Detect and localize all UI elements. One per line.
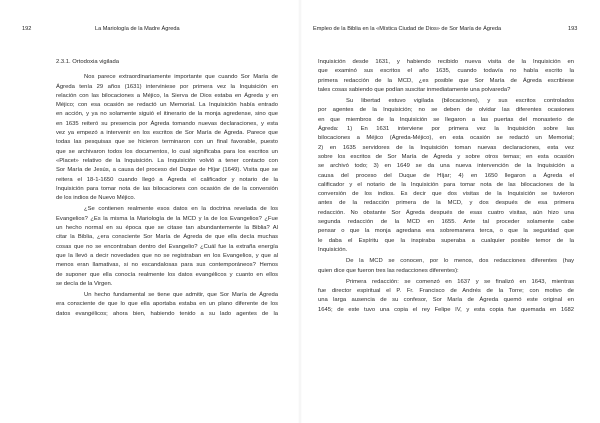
right-page bbox=[300, 0, 600, 423]
paragraph bbox=[56, 291, 278, 319]
text-line: Sor María de Jesús, a causa del proceso del Duque de Híjar (1649). Visita que se bbox=[56, 167, 278, 174]
text-line: Su libertad estuvo vigilada (bilocaciones), y sus escritos controlados bbox=[346, 98, 574, 105]
paragraph bbox=[318, 97, 574, 255]
right-page-number: 193 bbox=[568, 26, 578, 32]
text-line: que se archivaron todos los documentos, lo cual significaba para los escritos un bbox=[56, 148, 278, 155]
text-line: le daba el Espíritu que la inspiraba superaba a cualquier posible temor de la bbox=[318, 237, 574, 244]
text-line: menos eran llamativas, si no escandalosas para sus contemporáneos? Hemos bbox=[56, 262, 278, 269]
text-line: 1645; de este tuvo una copia el rey Felipe IV, y esta copia fue quemada en 1682 bbox=[318, 306, 574, 313]
paragraph bbox=[56, 73, 278, 203]
text-line: Inquisición para tomar nota de las bilocaciones con ocasión de de la conversión bbox=[56, 185, 278, 192]
text-line: en que miembros de la Inquisición se llegaron a las puertas del monasterio de bbox=[318, 116, 574, 123]
text-line: Un hecho fundamental se tiene que admitir, que Sor María de Ágreda bbox=[84, 292, 278, 299]
text-line: antes de la redacción primera de la MCD, y dos después de esa primera bbox=[318, 200, 574, 207]
text-line: reitera el 18-1-1650 cuando llegó a Ágreda el calificador y notario de la bbox=[56, 176, 278, 183]
text-line: de suponer que ella conocía realmente los datos evangélicos y cuanto en ellos bbox=[56, 271, 278, 278]
left-page-number: 192 bbox=[22, 26, 32, 32]
section-heading: 2.3.1. Ortodoxia vigilada bbox=[56, 59, 120, 65]
text-line: se decía de la Virgen. bbox=[56, 280, 113, 287]
left-page-body bbox=[56, 58, 278, 319]
text-line: una larga ausencia de su confesor, Sor María de Ágreda quemó este original en bbox=[318, 297, 574, 304]
text-line: quien dice que fueron tres las redacciones diferentes): bbox=[318, 267, 459, 274]
text-line: Evangelios? ¿Es la misma la Mariología de la MCD y la de los Evangelios? ¿Fue bbox=[56, 215, 278, 222]
text-line: Ágreda tenía 29 años (1631) interviniese por primera vez la Inquisición en bbox=[56, 83, 278, 90]
text-line: pensar o que la monja agredana era sobremanera terca, o que la seguridad que bbox=[318, 228, 574, 235]
text-line: calificador y el notario de la Inquisición para tomar nota de las bilocaciones de la bbox=[318, 181, 574, 188]
text-line: Inquisición. bbox=[318, 246, 348, 253]
text-line: tales cosas sabiendo que podían suscitar inmediatamente una polvareda? bbox=[318, 86, 511, 93]
text-line: sobre los escritos de Sor María de Ágreda y sobre otros temas; en esta ocasión bbox=[318, 153, 574, 160]
text-line: cosas que no se encontraban dentro del Evangelio? ¿Cuál fue la extraña energía bbox=[56, 243, 278, 250]
text-line: Nos parece extraordinariamente importante que cuando Sor María de bbox=[84, 74, 278, 81]
text-line: Inquisición desde 1631, y habiendo recibido nueva visita de la Inquisición en bbox=[318, 59, 574, 65]
text-line: primera redacción de la MCD, ¿es posible que Sor María de Ágreda escribiese bbox=[318, 77, 574, 84]
text-line: De la MCD se conocen, por lo menos, dos redacciones diferentes (hay bbox=[346, 258, 574, 265]
paragraph bbox=[318, 58, 574, 95]
text-line: relación con las bilocaciones a Méjico, la Sierva de Dios estaba en Ágreda y en bbox=[56, 92, 278, 99]
text-line: conversión de los indios. Es decir que dos visitas de la Inquisición se tuvieron bbox=[318, 191, 574, 198]
paragraph bbox=[318, 257, 574, 276]
left-running-header: La Mariología de la Madre Ágreda bbox=[95, 26, 180, 32]
right-page-body bbox=[318, 58, 574, 315]
text-line: vez ya empezó a intervenir en los escritos de Sor María de Ágreda. Parece que bbox=[56, 130, 278, 137]
text-line: fue director espiritual el P. Fr. Francisco de Andrés de la Torre; con motivo de bbox=[318, 288, 574, 295]
text-line: en acción, y ya no solamente siguió el itinerario de la monja agredense, sino que bbox=[56, 111, 278, 118]
text-line: en 1635 reiteró su presencia por Ágreda tomando nuevas declaraciones, y esta bbox=[56, 120, 278, 127]
paragraph bbox=[318, 278, 574, 315]
text-line: segunda redacción de la MCD en 1655. Ante tal proceder solamente cabe bbox=[318, 219, 574, 226]
text-line: ¿Se contienen realmente esos datos en la doctrina revelada de los bbox=[84, 206, 278, 213]
text-line: todas las pesquisas que se hicieron terminaron con un final favorable, puesto bbox=[56, 139, 278, 146]
text-line: bilocaciones a Méjico (Ágreda-Méjico), en esta ocasión se redactó un Memorial; bbox=[318, 135, 574, 142]
text-line: redacción. No obstante Sor Ágreda después de esas cuatro visitas, aún hizo una bbox=[318, 209, 574, 216]
right-running-header: Empleo de la Biblia en la «Mística Ciudad de Dios» de Sor María de Ágreda bbox=[313, 26, 502, 32]
text-line: que examinó sus escritos el año 1635, cuando todavía no había escrito la bbox=[318, 68, 574, 75]
text-line: citar la Biblia, ¿era consciente Sor María de Ágreda de que ella decía muchas bbox=[56, 234, 278, 241]
text-line: era consciente de que lo que ella aportaba estaba en un plano diferente de los bbox=[56, 301, 278, 308]
text-line: que la llevó a decir novedades que no se registraban en los Evangelios, y que al bbox=[56, 252, 278, 259]
text-line: por agentes de la Inquisición; no se deben de olvidar las diferentes ocasiones bbox=[318, 107, 574, 114]
text-line: se archivó todo; 3) en 1649 se da una nueva intervención de la Inquisición a bbox=[318, 163, 574, 170]
text-line: causa del proceso del Duque de Híjar; 4) en 1650 llegaron a Ágreda el bbox=[318, 172, 574, 179]
text-line: datos evangélicos; ahora bien, habiendo tenido a su lado agentes de la bbox=[56, 310, 278, 317]
text-line: Ágreda: 1) En 1631 interviene por primera vez la Inquisición sobre las bbox=[318, 126, 574, 133]
text-line: un hecho normal en su época que se citase tan abundantemente la Biblia? Al bbox=[56, 225, 278, 232]
text-line: «Placet» relativo de la Inquisición. La Inquisición volvió a tener contacto con bbox=[56, 157, 278, 164]
text-line: Primera redacción: se comenzó en 1637 y se finalizó en 1643, mientras bbox=[346, 278, 574, 285]
text-line: Méjico; con esa ocasión se redactó un Memorial. La Inquisición había entrado bbox=[56, 102, 278, 109]
text-line: de los indios de Nuevo Méjico. bbox=[56, 195, 136, 202]
paragraph bbox=[56, 205, 278, 289]
text-line: 2) en 1635 servidores de la Inquisición toman nuevas declaraciones, esta vez bbox=[318, 144, 574, 151]
